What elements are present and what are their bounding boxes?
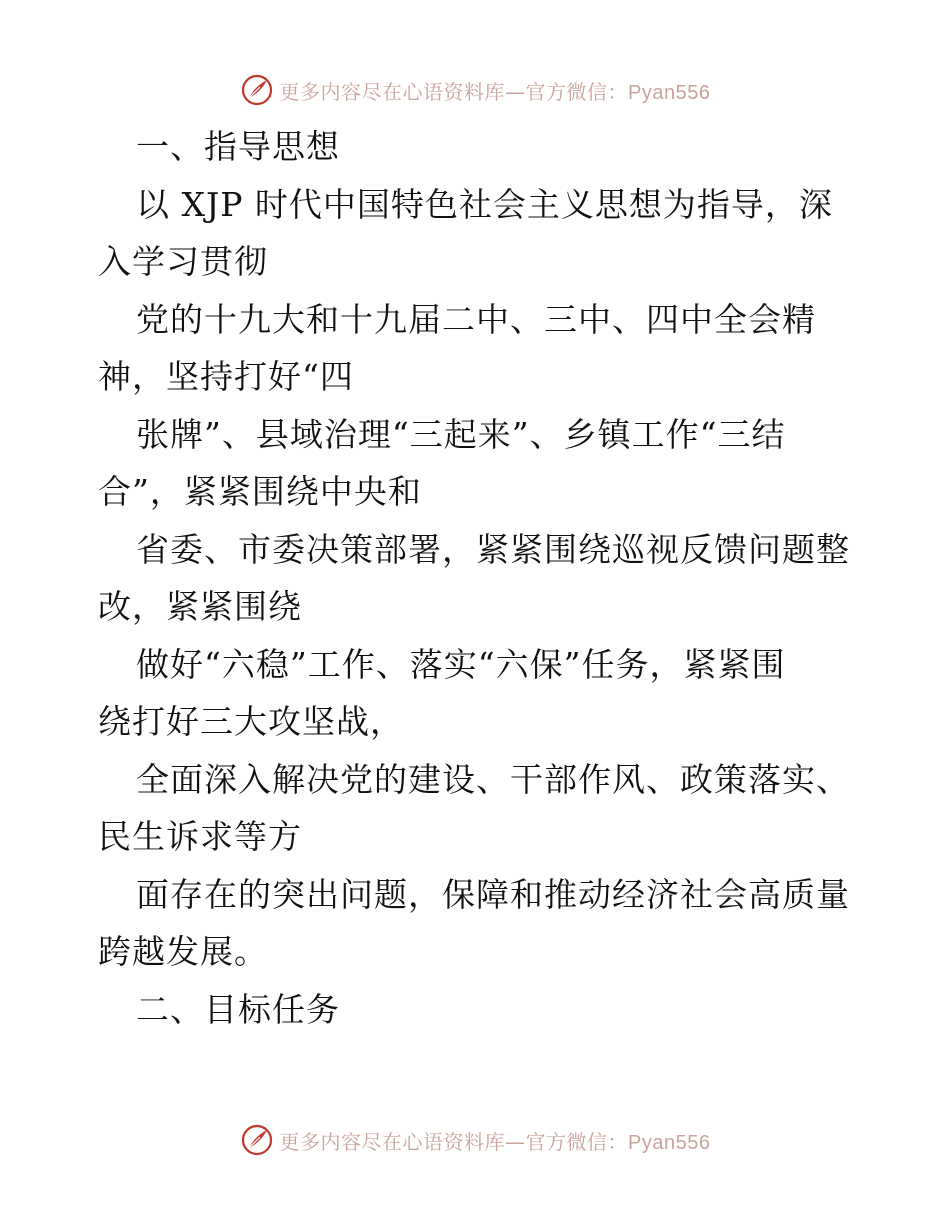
- feather-pen-icon: [240, 73, 274, 107]
- text-line: 合”，紧紧围绕中央和: [98, 472, 422, 511]
- text-line: 入学习贯彻: [98, 242, 268, 281]
- watermark-text: 更多内容尽在心语资料库—官方微信：Pyan556: [279, 1129, 711, 1154]
- text-line: 绕打好三大攻坚战，: [98, 702, 404, 741]
- text-line: 做好“六稳”工作、落实“六保”任务，紧紧围: [136, 644, 786, 684]
- text-line: 面存在的突出问题，保障和推动经济社会高质量: [136, 874, 850, 914]
- feather-pen-icon: [240, 1123, 274, 1157]
- text-line: 二、目标任务: [136, 989, 340, 1029]
- header-watermark: [0, 70, 950, 110]
- document-body: [98, 118, 858, 1038]
- text-line: 跨越发展。: [98, 932, 268, 971]
- text-line: 改，紧紧围绕: [98, 587, 302, 626]
- footer-watermark: [0, 1120, 950, 1160]
- text-line: 张牌”、县域治理“三起来”、乡镇工作“三结: [136, 414, 786, 454]
- text-line: 党的十九大和十九届二中、三中、四中全会精: [136, 299, 816, 339]
- text-line: 民生诉求等方: [98, 817, 302, 856]
- text-line: 省委、市委决策部署，紧紧围绕巡视反馈问题整: [136, 529, 850, 569]
- text-line: 以 XJP 时代中国特色社会主义思想为指导，深: [136, 184, 833, 224]
- text-line: 神，坚持打好“四: [98, 357, 354, 396]
- text-line: 全面深入解决党的建设、干部作风、政策落实、: [136, 759, 850, 799]
- text-line: 一、指导思想: [136, 127, 340, 166]
- watermark-text: 更多内容尽在心语资料库—官方微信：Pyan556: [279, 79, 711, 104]
